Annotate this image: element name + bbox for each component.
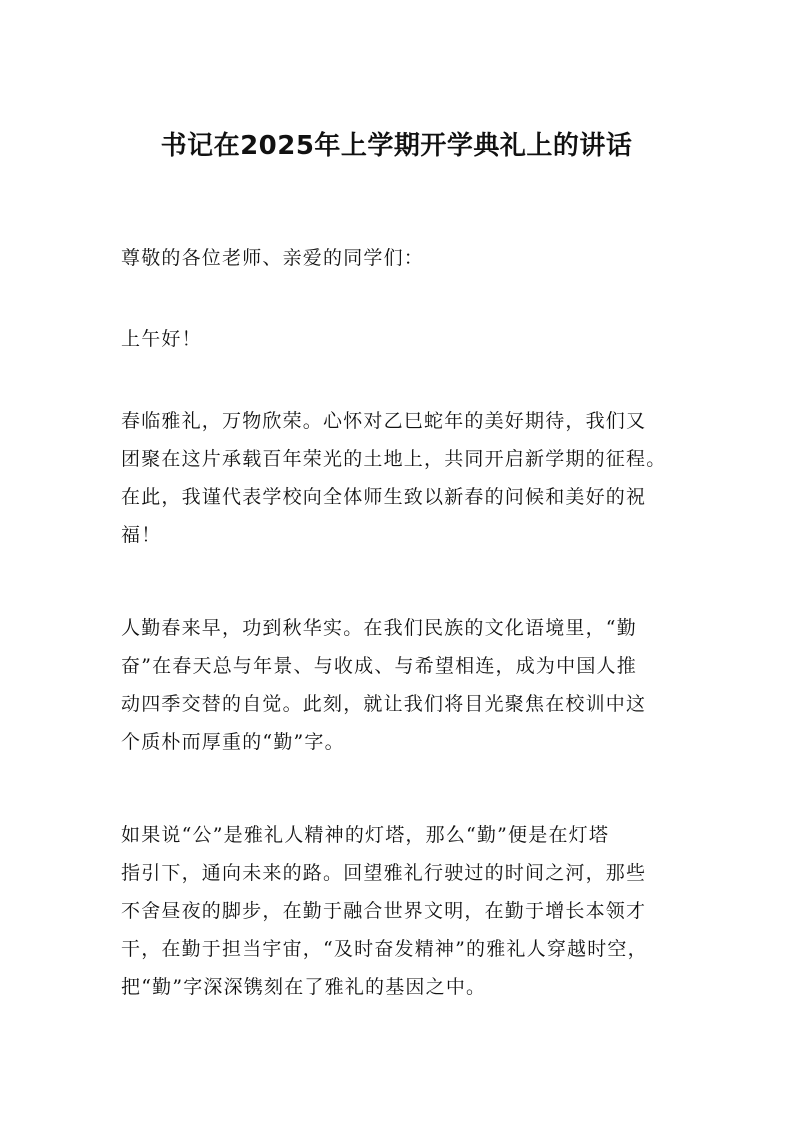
salutation-line: 尊敬的各位老师、亲爱的同学们： [121,247,425,269]
paragraph-line: 人勤春来早，功到秋华实。在我们民族的文化语境里，“勤 [121,617,637,639]
paragraph-2 [121,609,681,761]
paragraph-line: 指引下，通向未来的路。回望雅礼行驶过的时间之河，那些 [121,862,647,884]
paragraph-line: 把“勤”字深深镌刻在了雅礼的基因之中。 [121,976,487,998]
paragraph-line: 动四季交替的自觉。此刻，就让我们将目光聚焦在校训中这 [121,693,647,715]
paragraph-line: 个质朴而厚重的“勤”字。 [121,731,345,753]
paragraph-line: 奋”在春天总与年景、与收成、与希望相连，成为中国人推 [121,655,637,677]
paragraph-line: 如果说“公”是雅礼人精神的灯塔，那么“勤”便是在灯塔 [121,824,610,846]
salutation [121,239,681,277]
document-title: 书记在2025年上学期开学典礼上的讲话 [160,131,633,161]
paragraph-1 [121,402,681,554]
paragraph-line: 在此，我谨代表学校向全体师生致以新春的问候和美好的祝 [121,486,647,508]
greeting-line: 上午好！ [121,328,202,350]
paragraph-line: 不舍昼夜的脚步，在勤于融合世界文明，在勤于增长本领才 [121,900,647,922]
paragraph-line: 福！ [121,524,162,546]
paragraph-line: 干，在勤于担当宇宙，“及时奋发精神”的雅礼人穿越时空， [121,938,648,960]
paragraph-line: 春临雅礼，万物欣荣。心怀对乙巳蛇年的美好期待，我们又 [121,410,647,432]
paragraph-3 [121,816,681,1006]
paragraph-line: 团聚在这片承载百年荣光的土地上，共同开启新学期的征程。 [121,448,667,470]
greeting [121,320,681,358]
